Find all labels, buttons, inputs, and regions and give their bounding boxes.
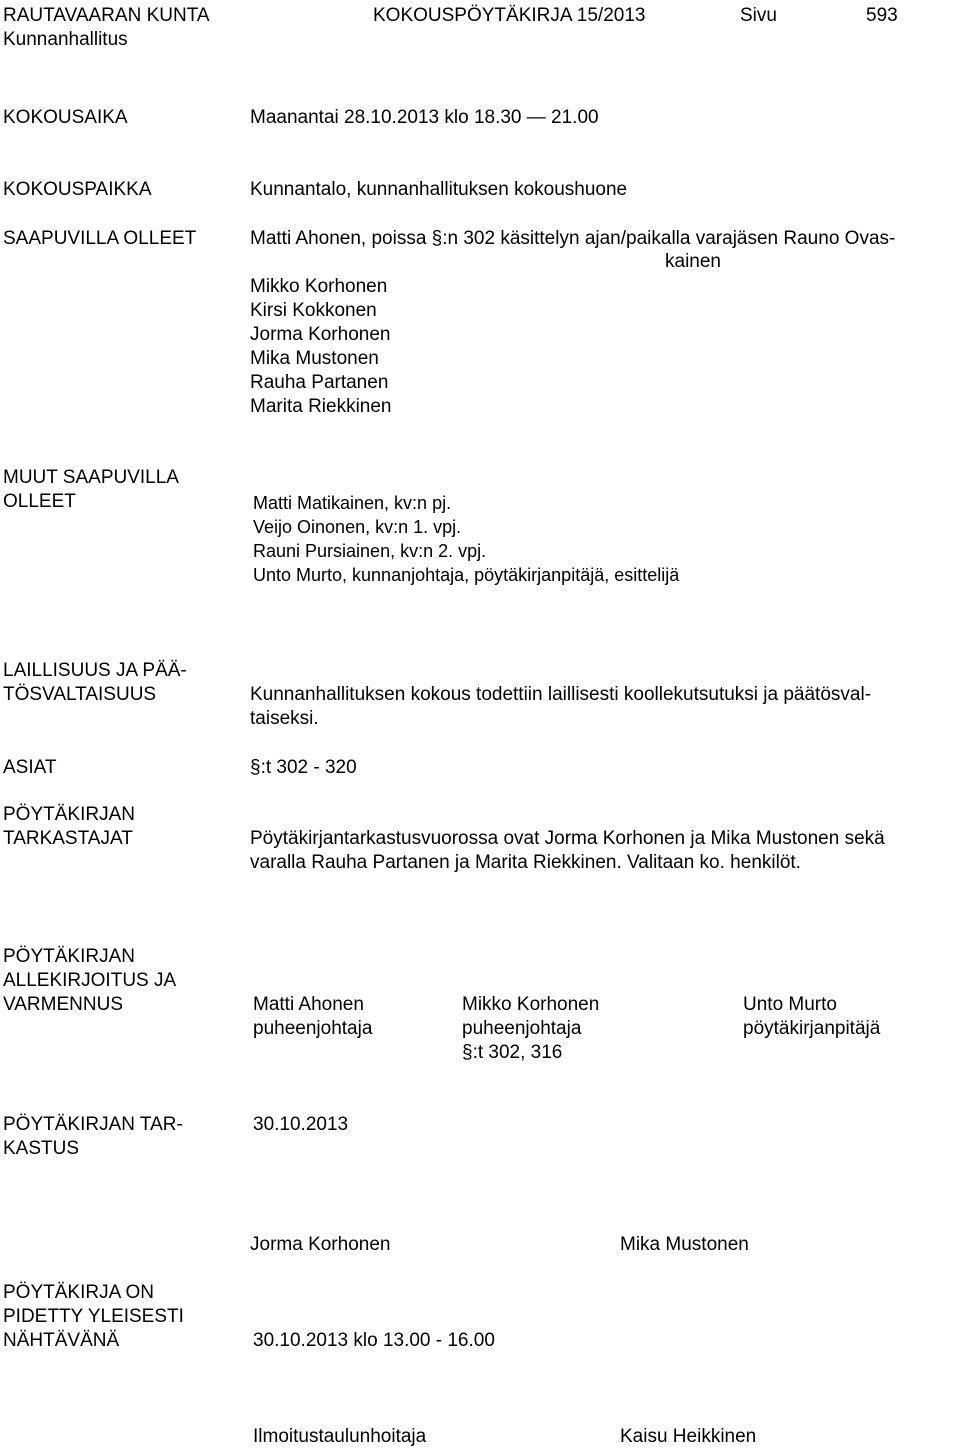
public-display-time: 30.10.2013 klo 13.00 - 16.00 <box>253 1330 495 1351</box>
list-item: Rauha Partanen <box>250 372 389 393</box>
list-item: Marita Riekkinen <box>250 396 392 417</box>
text-line: taiseksi. <box>250 708 319 729</box>
label-line: OLLEET <box>3 491 76 512</box>
label-line: NÄHTÄVÄNÄ <box>3 1330 120 1351</box>
signer-role: pöytäkirjanpitäjä <box>743 1018 881 1039</box>
signer-chair <box>253 993 372 1041</box>
label-line: PIDETTY YLEISESTI <box>3 1306 184 1327</box>
label-line: PÖYTÄKIRJA ON <box>3 1282 154 1303</box>
list-item: Rauni Pursiainen, kv:n 2. vpj. <box>253 541 487 561</box>
signer-name: Mikko Korhonen <box>462 994 600 1015</box>
signer-role: puheenjohtaja <box>253 1018 373 1039</box>
list-item: Unto Murto, kunnanjohtaja, pöytäkirjanpitäjä, esittelijä <box>253 565 680 585</box>
text-line: Pöytäkirjantarkastusvuorossa ovat Jorma Korhonen ja Mika Mustonen sekä <box>250 828 885 849</box>
matters-value: §:t 302 - 320 <box>250 757 357 778</box>
matters-label: ASIAT <box>3 757 57 778</box>
legality-text <box>250 683 871 731</box>
meeting-time-label: KOKOUSAIKA <box>3 107 128 128</box>
text-line: Kunnanhallituksen kokous todettiin laillisesti koollekutsutuksi ja päätösval- <box>250 684 872 705</box>
legality-label <box>3 659 187 707</box>
list-item: Veijo Oinonen, kv:n 1. vpj. <box>253 517 462 537</box>
label-line: PÖYTÄKIRJAN TAR- <box>3 1114 183 1135</box>
meeting-place-label: KOKOUSPAIKKA <box>3 179 152 200</box>
list-item: Jorma Korhonen <box>250 324 391 345</box>
governing-body: Kunnanhallitus <box>3 29 128 50</box>
page-label: Sivu <box>740 5 777 26</box>
signatures-label <box>3 945 176 1017</box>
notice-board-officer-name: Kaisu Heikkinen <box>620 1426 757 1447</box>
signer-chair-substitute <box>462 993 599 1065</box>
document-title: KOKOUSPÖYTÄKIRJA 15/2013 <box>373 5 646 26</box>
review-date: 30.10.2013 <box>253 1114 349 1135</box>
meeting-time-value: Maanantai 28.10.2013 klo 18.30 — 21.00 <box>250 107 599 128</box>
public-display-label <box>3 1281 184 1353</box>
signer-secretary <box>743 993 880 1041</box>
label-line: ALLEKIRJOITUS JA <box>3 970 177 991</box>
label-line: PÖYTÄKIRJAN <box>3 946 135 967</box>
label-line: TARKASTAJAT <box>3 828 133 849</box>
attendees-list <box>250 275 392 419</box>
review-label <box>3 1113 183 1161</box>
label-line: MUUT SAAPUVILLA <box>3 467 179 488</box>
signer-note: §:t 302, 316 <box>462 1042 563 1063</box>
other-attendees-label <box>3 466 179 514</box>
reviewers-label <box>3 803 135 851</box>
reviewer-2: Mika Mustonen <box>620 1234 749 1255</box>
label-line: LAILLISUUS JA PÄÄ- <box>3 660 187 681</box>
label-line: VARMENNUS <box>3 994 123 1015</box>
signer-role: puheenjohtaja <box>462 1018 582 1039</box>
meeting-place-value: Kunnantalo, kunnanhallituksen kokoushuone <box>250 179 628 200</box>
signer-name: Unto Murto <box>743 994 837 1015</box>
organization-name: RAUTAVAARAN KUNTA <box>3 5 210 26</box>
reviewer-1: Jorma Korhonen <box>250 1234 391 1255</box>
attendees-label: SAAPUVILLA OLLEET <box>3 228 197 249</box>
attendee-chair-line-cont: kainen <box>665 251 721 272</box>
label-line: PÖYTÄKIRJAN <box>3 804 135 825</box>
signer-name: Matti Ahonen <box>253 994 364 1015</box>
label-line: KASTUS <box>3 1138 80 1159</box>
attendee-chair-line: Matti Ahonen, poissa §:n 302 käsittelyn ajan/paikalla varajäsen Rauno Ovas- <box>250 228 896 249</box>
list-item: Kirsi Kokkonen <box>250 300 377 321</box>
text-line: varalla Rauha Partanen ja Marita Riekkinen. Valitaan ko. henkilöt. <box>250 852 801 873</box>
page-number: 593 <box>866 5 898 26</box>
list-item: Mika Mustonen <box>250 348 379 369</box>
notice-board-officer-title: Ilmoitustaulunhoitaja <box>253 1426 427 1447</box>
reviewers-text <box>250 827 885 875</box>
other-attendees-list <box>253 491 679 587</box>
label-line: TÖSVALTAISUUS <box>3 684 157 705</box>
list-item: Matti Matikainen, kv:n pj. <box>253 493 452 513</box>
list-item: Mikko Korhonen <box>250 276 388 297</box>
